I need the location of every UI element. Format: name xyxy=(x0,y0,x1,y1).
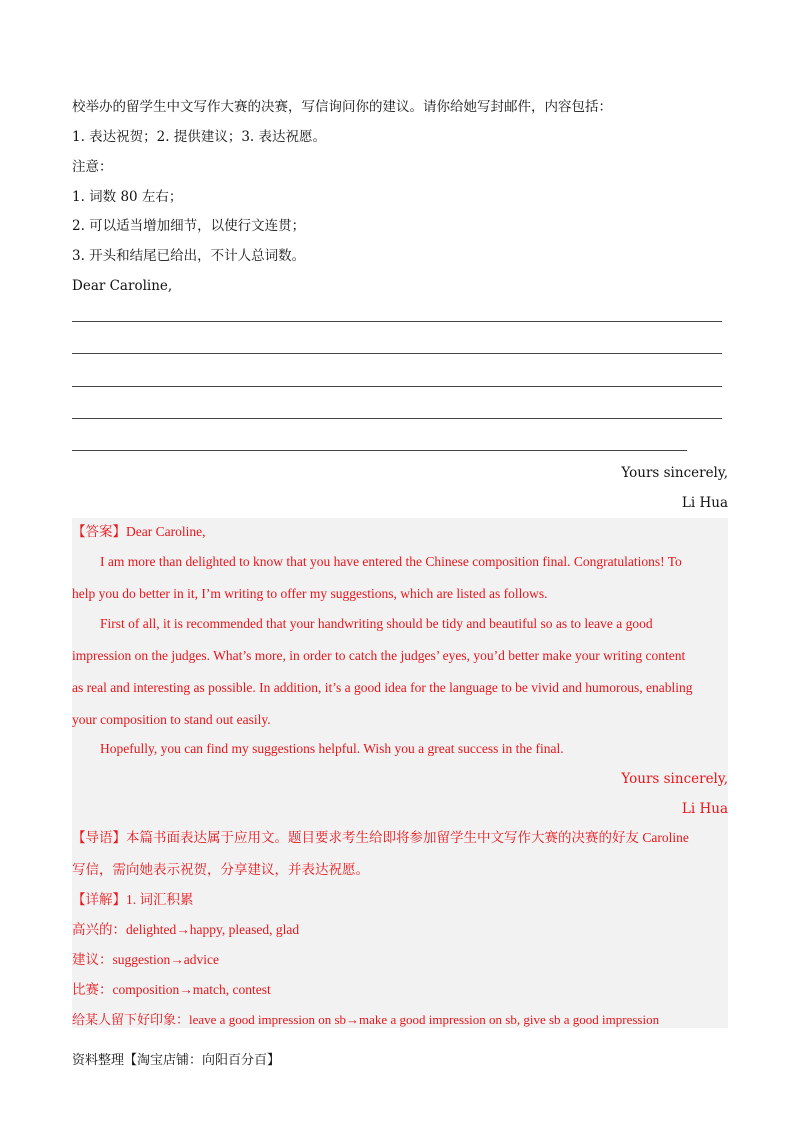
detail-heading xyxy=(72,891,194,909)
answer-greeting: Dear Caroline, xyxy=(126,524,206,539)
answer-p3-line-1: Hopefully, you can find my suggestions helpful. Wish you a great success in the final. xyxy=(100,741,564,756)
detail-title: 1. 词汇积累 xyxy=(126,892,194,907)
writing-line-2 xyxy=(72,353,722,354)
note-item-2: 2. 可以适当增加细节，以使行文连贯； xyxy=(72,218,306,234)
answer-p2-line-1: First of all, it is recommended that your handwriting should be tidy and beautiful so as to leave a good xyxy=(100,616,653,631)
answer-p2-line-4: your composition to stand out easily. xyxy=(72,712,271,727)
answer-closing: Yours sincerely, xyxy=(621,771,728,787)
writing-line-4 xyxy=(72,418,722,419)
answer-p1-line-2: help you do better in it, I’m writing to offer my suggestions, which are listed as follows. xyxy=(72,586,548,601)
answer-heading xyxy=(72,523,205,541)
note-item-3: 3. 开头和结尾已给出，不计人总词数。 xyxy=(72,248,306,264)
letter-signature: Li Hua xyxy=(681,495,728,511)
page-footer: 资料整理【淘宝店铺：向阳百分百】 xyxy=(72,1053,281,1068)
letter-greeting: Dear Caroline, xyxy=(72,278,173,294)
answer-p1-line-1: I am more than delighted to know that you have entered the Chinese composition final. Congratulations! To xyxy=(100,554,682,569)
vocab-item-4: 给某人留下好印象：leave a good impression on sb→make a good impression on sb, give sb a good impression xyxy=(72,1012,660,1027)
answer-p2-line-3: as real and interesting as possible. In addition, it’s a good idea for the language to be vivid and humorous, enabling xyxy=(72,680,693,695)
prompt-line-1: 校举办的留学生中文写作大赛的决赛，写信询问你的建议。请你给她写封邮件，内容包括： xyxy=(72,99,612,115)
guide-label: 【导语】 xyxy=(72,830,126,845)
vocab-item-2: 建议：suggestion→advice xyxy=(72,952,219,967)
guide-line-2: 写信，需向她表示祝贺，分享建议，并表达祝愿。 xyxy=(72,862,369,877)
writing-line-3 xyxy=(72,386,722,387)
letter-closing: Yours sincerely, xyxy=(621,465,728,481)
detail-label: 【详解】 xyxy=(72,892,126,907)
writing-line-1 xyxy=(72,321,722,322)
vocab-item-1: 高兴的：delighted→happy, pleased, glad xyxy=(72,922,300,937)
writing-line-5 xyxy=(72,450,687,451)
answer-label: 【答案】 xyxy=(72,524,126,539)
guide-line-1 xyxy=(72,829,689,847)
note-title: 注意： xyxy=(72,159,113,175)
guide-text-1: 本篇书面表达属于应用文。题目要求考生给即将参加留学生中文写作大赛的决赛的好友 Caroline xyxy=(126,830,689,845)
answer-signature: Li Hua xyxy=(681,801,728,817)
note-item-1: 1. 词数 80 左右； xyxy=(72,189,183,205)
answer-p2-line-2: impression on the judges. What’s more, in order to catch the judges’ eyes, you’d better make your writing content xyxy=(72,648,686,663)
vocab-item-3: 比赛：composition→match, contest xyxy=(72,982,271,997)
prompt-line-2: 1. 表达祝贺；2. 提供建议；3. 表达祝愿。 xyxy=(72,129,327,145)
